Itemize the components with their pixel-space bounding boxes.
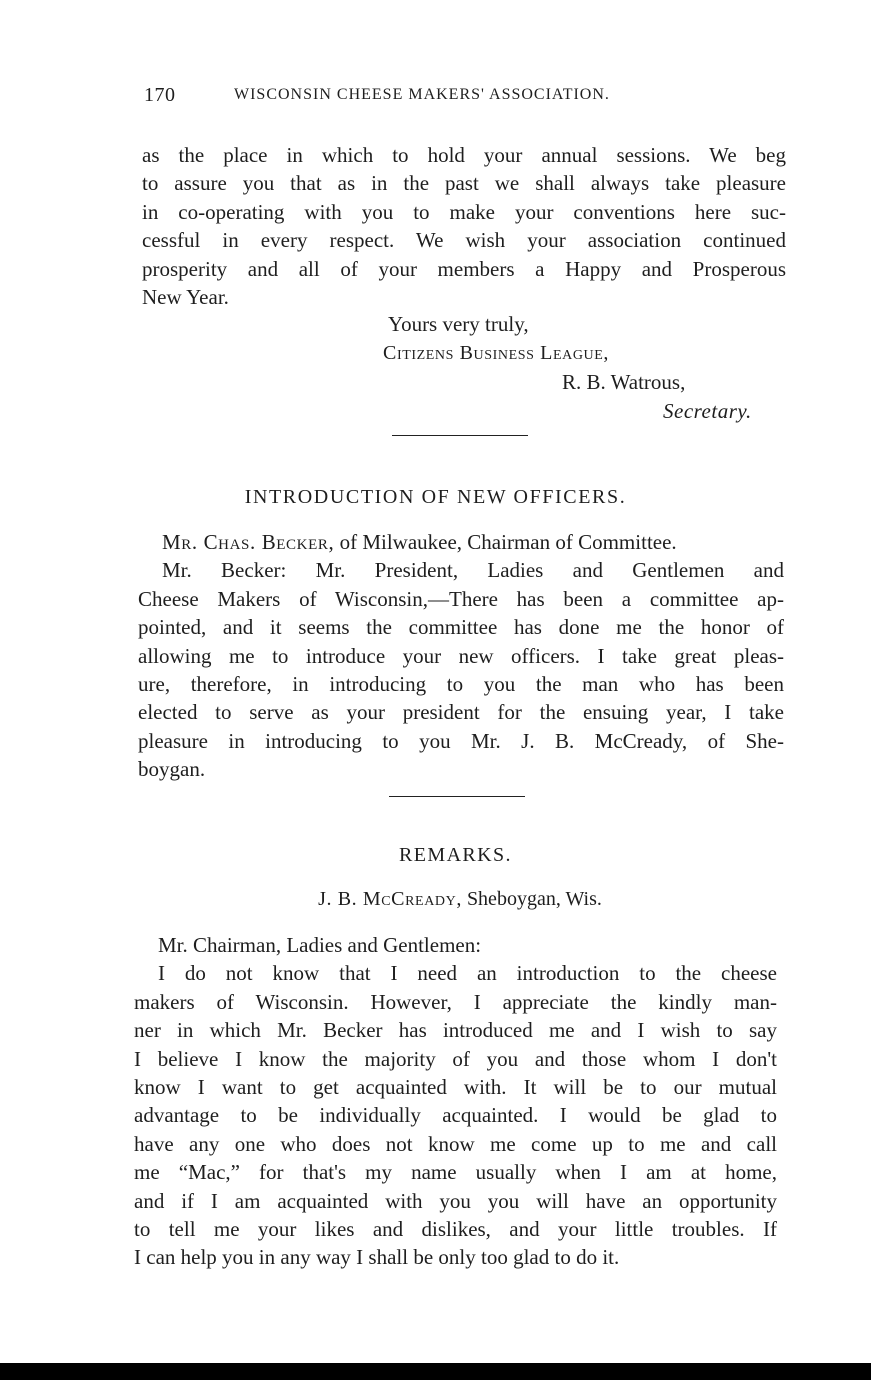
section-heading-introduction: INTRODUCTION OF NEW OFFICERS. xyxy=(244,486,627,508)
text-line: prosperity and all of your members a Happy and Prosperous xyxy=(142,256,786,281)
text-line: advantage to be individually acquainted. I would be glad to xyxy=(134,1103,777,1128)
text-line: I believe I know the majority of you and those whom I don't xyxy=(134,1046,777,1071)
text-line: makers of Wisconsin. However, I appreciate the kindly man- xyxy=(134,989,777,1014)
salutation: Mr. Chairman, Ladies and Gentlemen: xyxy=(158,933,482,957)
running-header xyxy=(0,84,871,110)
running-head-title: WISCONSIN CHEESE MAKERS' ASSOCIATION. xyxy=(234,86,610,103)
letter-closing: Yours very truly, xyxy=(388,312,529,336)
text-line: I can help you in any way I shall be only too glad to do it. xyxy=(134,1245,620,1270)
text-line: me “Mac,” for that's my name usually when I am at home, xyxy=(134,1160,777,1185)
section-heading-remarks: REMARKS. xyxy=(399,844,512,866)
byline-place: Sheboygan, Wis. xyxy=(461,888,602,910)
letter-body xyxy=(142,141,786,311)
remarks-body xyxy=(134,931,777,1272)
text-line: Mr. Becker: Mr. President, Ladies and Gentlemen and xyxy=(162,558,784,583)
text-line: in co-operating with you to make your conventions here suc- xyxy=(142,199,786,224)
page-number: 170 xyxy=(144,84,176,106)
text-line: ner in which Mr. Becker has introduced me and I wish to say xyxy=(134,1018,777,1043)
text-line: have any one who does not know me come up to me and call xyxy=(134,1131,777,1156)
remarks-byline xyxy=(0,888,871,911)
text-line: ure, therefore, in introducing to you the man who has been xyxy=(138,672,784,697)
speaker-name: Mr. Chas. Becker, xyxy=(162,530,335,554)
text-line: elected to serve as your president for the ensuing year, I take xyxy=(138,700,784,725)
text-line: New Year. xyxy=(142,285,229,310)
text-line: pleasure in introducing to you Mr. J. B. McCready, of She- xyxy=(138,728,784,753)
speaker-line xyxy=(138,528,784,556)
text-line: allowing me to introduce your new officers. I take great pleas- xyxy=(138,643,784,668)
text-line: boygan. xyxy=(138,757,206,782)
section-divider xyxy=(392,435,528,436)
letter-signer: R. B. Watrous, xyxy=(562,370,686,394)
text-line: Cheese Makers of Wisconsin,—There has been a committee ap- xyxy=(138,586,784,611)
letter-signer-title: Secretary. xyxy=(663,399,752,423)
section-divider xyxy=(389,796,525,797)
text-line: to assure you that as in the past we shall always take pleasure xyxy=(142,171,786,196)
letter-organization: Citizens Business League, xyxy=(383,342,609,364)
byline-name: J. B. McCready, xyxy=(318,888,462,910)
text-line: know I want to get acquainted with. It will be to our mutual xyxy=(134,1075,777,1100)
introduction-body xyxy=(138,528,784,784)
text-line: cessful in every respect. We wish your association continued xyxy=(142,228,786,253)
text-line: and if I am acquainted with you you will have an opportunity xyxy=(134,1188,777,1213)
speaker-note: of Milwaukee, Chairman of Committee. xyxy=(334,530,677,554)
text-line: as the place in which to hold your annual sessions. We beg xyxy=(142,143,786,167)
scan-edge-bar xyxy=(0,1363,871,1380)
text-line: I do not know that I need an introduction to the cheese xyxy=(158,961,777,986)
text-line: pointed, and it seems the committee has done me the honor of xyxy=(138,615,784,640)
text-line: to tell me your likes and dislikes, and your little troubles. If xyxy=(134,1217,777,1242)
